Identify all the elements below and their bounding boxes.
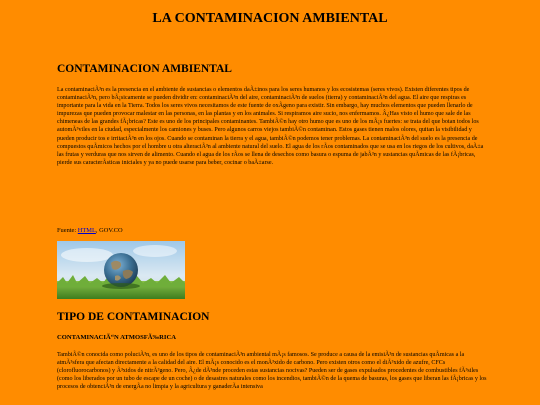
subheading-atmosferica: CONTAMINACIÃ“N ATMOSFÃ‰RICA	[57, 334, 176, 341]
page-title: LA CONTAMINACION AMBIENTAL	[152, 11, 388, 26]
source-label: Fuente:	[57, 227, 77, 234]
section-heading-tipos: TIPO DE CONTAMINACION	[57, 311, 210, 323]
intro-paragraph: La contaminaciÃ³n es la presencia en el ambiente de sustancias o elementos daÃ±inos para los seres humanos y los ecosistemas (seres vivos). Existen diferentes tipos de contaminaciÃ³n, pero bÃ¡sicamente se pueden dividir en: contaminaciÃ³n del aire, contaminaciÃ³n de suelos (tierra) y contaminaciÃ³n del agua. El aire que respiras es importante para la vida en la Tierra. Todos los seres vivos necesitamos de este fuente de oxÃgeno para existir. Sin embargo, hay muchos elementos que pueden llenarlo de impurezas que pueden provocar malestar en las personas, en las plantas y en los animales. Si respiramos aire sucio, nos enfermamos. Â¿Has visto el humo que sale de las chimeneas de las grandes fÃ¡bricas? Este es uno de los principales contaminantes. TambiÃ©n hay otro humo que es uno de los mÃ¡s fuertes: se trata del que botan todos los automÃ³viles en la ciudad, especialmente los camiones y buses. Pero algunos carros viejos tambiÃ©n contaminan. Estos gases tienen malos olores, quitan la visibilidad y pueden producir tos e irritaciÃ³n en los ojos. Cuando se contaminan la tierra y el agua, tambiÃ©n podemos tener problemas. La contaminaciÃ³n del suelo es la presencia de compuestos quÃmicos hechos por el hombre u otra alteraciÃ³n al ambiente natural del suelo. El agua de los rÃos contaminados que se usa en los riegos de los cultivos, daÃ±a las frutas y verduras que nos sirven de alimento. Cuando el agua de los rÃos se llena de desechos como basura o espuma de jabÃ³n y sustancias quÃmicas de las fÃ¡bricas, pierde sus caracterÃsticas iniciales y ya no puede usarse para beber, cocinar o baÃ±arse.	[57, 87, 484, 166]
source-link-html[interactable]: HTML	[77, 227, 96, 234]
earth-on-grass-image	[57, 241, 185, 299]
source-rest: , GOV.CO	[95, 227, 123, 234]
atmospheric-paragraph: TambiÃ©n conocida como poluciÃ³n, es uno de los tipos de contaminaciÃ³n ambiental mÃ¡s famosos. Se produce a causa de la emisiÃ³n de sustancias quÃmicas a la atmÃ³sfera que afectan directamente a la calidad del aire. El mÃ¡s conocido es el monÃ³xido de carbono. Pero existen otros como el diÃ³xido de azufre, CFCs (clorofluorocarbonos) y Ã³xidos de nitrÃ³geno. Pero, Â¿de dÃ³nde proceden estas sustancias nocivas? Pueden ser de gases expulsados procedentes de combustibles fÃ³siles (como los liberados por un tubo de escape de un coche) o de desastres naturales como los incendios, tambiÃ©n de la quema de basuras, los gases que liberan las fÃ¡bricas y los procesos de obtenciÃ³n de energÃa no limpia y la agricultura y ganaderÃa intensiva	[57, 352, 487, 391]
section-heading-contaminacion: CONTAMINACION AMBIENTAL	[57, 63, 232, 75]
source-line	[57, 226, 123, 235]
